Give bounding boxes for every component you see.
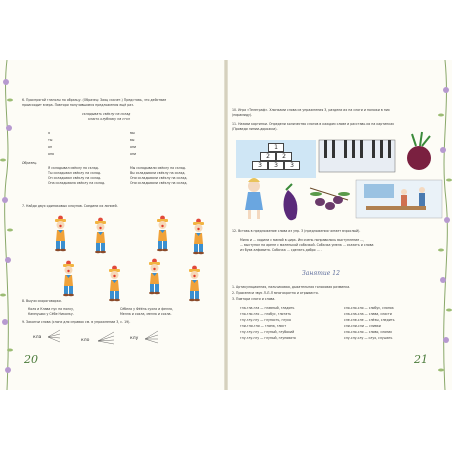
syllable-kla: кла [33, 335, 42, 340]
drill-line: глу-глу-глу — глупый, глубокий [240, 330, 295, 334]
sample-line: Она складывала свёклу на склад. [48, 181, 106, 185]
sample-line: Они складывали свёклу на склад. [130, 181, 188, 185]
pyramid-cell: 2 [260, 152, 276, 161]
ex10-line2: (пирамиду). [232, 113, 253, 117]
pronoun: они [130, 145, 137, 149]
book-spread [0, 60, 452, 390]
ex8-instruction: 8. Выучи скороговорки. [22, 299, 62, 303]
twister-line: Мелла и сохла, мелла и сохла. [120, 312, 172, 316]
pronoun: она [48, 152, 54, 156]
ex12-text-line: из букв алфавита. Собачка ... сделать добро ... . [240, 248, 322, 252]
ex6-phrase1: складывать свёклу на склад [82, 112, 131, 116]
drill-line: сло-сло-сло — слово, слоник [344, 330, 393, 334]
ex6-line1: 6. Проспрягай глаголы по образцу. (Образец: Заяц скачет.) Представь, что действие [22, 98, 167, 102]
beet-image[interactable] [407, 132, 431, 170]
drill-line: сли-сли-сли — сливки [344, 324, 381, 328]
ex7-instruction: 7. Найди двух одинаковых клоунов. Соедини их линией. [22, 204, 118, 208]
sample-line: Они складывали свёклу на склад. [130, 176, 188, 180]
syllable-fans [0, 60, 226, 390]
ex11-line1: 11. Назови картинки. Определи количество слогов в каждом слове и расставь их на картинках [232, 122, 395, 126]
ex9-instruction: 9. Закончи слова (слоги для справок см. в упражнении 3, с. 19). [22, 320, 131, 324]
twister-line: Камнушки у Сёбе Николку. [28, 312, 74, 316]
lesson-item: 1. Артикуляционная, пальчиковая, дыхательная голосовая разминка. [232, 285, 351, 289]
page-number-left: 20 [24, 353, 38, 366]
drill-line: сла-сла-сла — слава, сласти [344, 312, 392, 316]
lesson-title: Занятие 12 [302, 270, 340, 277]
ex11-line2: (Проведи линии-дорожки). [232, 127, 278, 131]
twister-line: Коля и Клава пус на полку, [28, 307, 75, 311]
drill-line: гло-гло-гло — глобус, глотать [240, 312, 292, 316]
syllable-klo: кло [81, 338, 90, 343]
ex6-phrase2: класть клубнику на стол [88, 117, 130, 121]
pyramid-cell: 3 [252, 161, 268, 170]
pronoun: ты [48, 138, 53, 142]
pronoun: мы [130, 131, 135, 135]
right-page [226, 60, 452, 390]
ex12-text-line: Мила и ... ходили с мамой в цирк. Им очень понравилось выступление ..., [240, 238, 365, 242]
ex12-instruction: 12. Вставь в предложение слова из упр. 3 (предложения читает взрослый). [232, 229, 361, 233]
pictures-row [226, 60, 452, 390]
drill-line: слу-слу-слу — слух, слушать [344, 336, 393, 340]
sample-line: Мы складывали свёклу на склад. [130, 166, 187, 170]
eggplant-image[interactable] [284, 184, 298, 220]
pronoun: я [48, 131, 50, 135]
piano-keyboard-image[interactable] [319, 140, 395, 172]
sample-line: Я складывал свёклу на склад. [48, 166, 99, 170]
lesson-item: 3. Повтори слоги и слова. [232, 297, 276, 301]
pyramid-cell: 3 [268, 161, 284, 170]
ex12-text-line: ... выступал на арене с маленькой собачкой. Собачка умела ... сказать и слова [240, 243, 374, 247]
drill-line: глу-глу-глу — глупость, глухо [240, 318, 291, 322]
drill-line: сло-сло-сло — слобус, слопок [344, 306, 394, 310]
pyramid-cell: 2 [276, 152, 292, 161]
ex10-line1: 10. Игра «Телеграф». Хлопками слова из упражнения 3, раздели их на слоги и положи в них [232, 108, 390, 112]
drill-line: гли-гли-гли — глина, глист [240, 324, 287, 328]
plums-branch-image[interactable] [310, 188, 350, 210]
sample-line: Он складывал свёклу на склад. [48, 176, 102, 180]
sample-label: Образец. [22, 161, 38, 165]
drill-line: глу-глу-глу — глупый, глуповато [240, 336, 296, 340]
drill-line: гла-гла-гла — главный, гладить [240, 306, 295, 310]
drill-line: сле-сле-сле — слёзы, следить [344, 318, 395, 322]
lesson-item: 2. Произнеси звук Л-Л-Л многократно и отрывисто. [232, 291, 319, 295]
page-number-right: 21 [414, 353, 428, 366]
left-page [0, 60, 226, 390]
twister-line: Сёбела у Фёёль сухла и фелла, [120, 307, 173, 311]
pronoun: вы [130, 138, 135, 142]
pyramid-cell: 3 [284, 161, 300, 170]
syllable-klu: клу [130, 336, 139, 341]
sample-line: Вы складывали свёклу на склад. [130, 171, 186, 175]
pyramid-cell: 1 [268, 143, 284, 152]
ex6-line2: происходит вчера. Повтори получившиеся предложения ещё раз. [22, 103, 134, 107]
pronoun: он [48, 145, 53, 149]
girl-image[interactable] [245, 178, 263, 219]
classroom-image[interactable] [356, 180, 442, 218]
pronoun: они [130, 152, 137, 156]
sample-line: Ты складывал свёклу на склад. [48, 171, 102, 175]
